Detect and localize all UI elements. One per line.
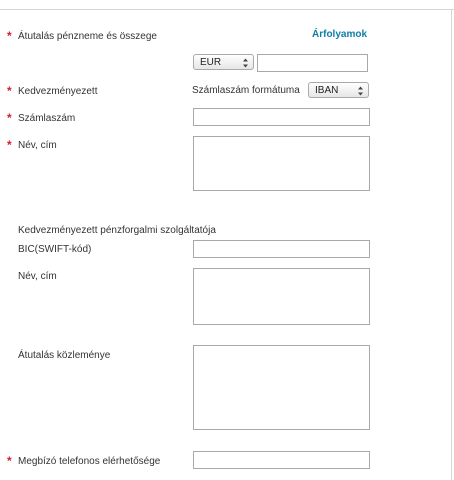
right-divider: [451, 9, 452, 480]
beneficiary-bank-heading: Kedvezményezett pénzforgalmi szolgáltatója: [18, 225, 216, 236]
account-number-label: Számlaszám: [18, 113, 76, 124]
account-number-input[interactable]: [193, 108, 370, 126]
amount-input[interactable]: [257, 54, 368, 72]
required-asterisk: *: [7, 29, 12, 43]
currency-select-value: EUR: [200, 57, 222, 68]
bank-name-address-label: Név, cím: [18, 271, 57, 282]
account-format-select-value: IBAN: [315, 85, 339, 96]
account-format-select[interactable]: [308, 82, 369, 98]
select-arrows-icon: [242, 56, 249, 70]
required-asterisk: *: [7, 138, 12, 152]
currency-select[interactable]: [193, 54, 254, 70]
name-address-label: Név, cím: [18, 140, 57, 151]
transfer-note-textarea[interactable]: [193, 345, 370, 430]
bank-name-address-textarea[interactable]: [193, 268, 370, 325]
phone-label: Megbízó telefonos elérhetősége: [18, 456, 161, 467]
bic-input[interactable]: [193, 240, 370, 258]
top-divider: [0, 9, 454, 10]
select-arrows-icon: [357, 84, 364, 98]
required-asterisk: *: [7, 111, 12, 125]
exchange-rates-link[interactable]: Árfolyamok: [312, 29, 368, 40]
transfer-currency-amount-label: Átutalás pénzneme és összege: [18, 31, 157, 42]
required-asterisk: *: [7, 84, 12, 98]
transfer-note-label: Átutalás közleménye: [18, 350, 111, 361]
required-asterisk: *: [7, 454, 12, 468]
name-address-textarea[interactable]: [193, 136, 370, 191]
phone-input[interactable]: [193, 451, 370, 469]
bic-label: BIC(SWIFT-kód): [18, 244, 92, 255]
account-format-label: Számlaszám formátuma: [192, 85, 300, 96]
beneficiary-label: Kedvezményezett: [18, 86, 98, 97]
